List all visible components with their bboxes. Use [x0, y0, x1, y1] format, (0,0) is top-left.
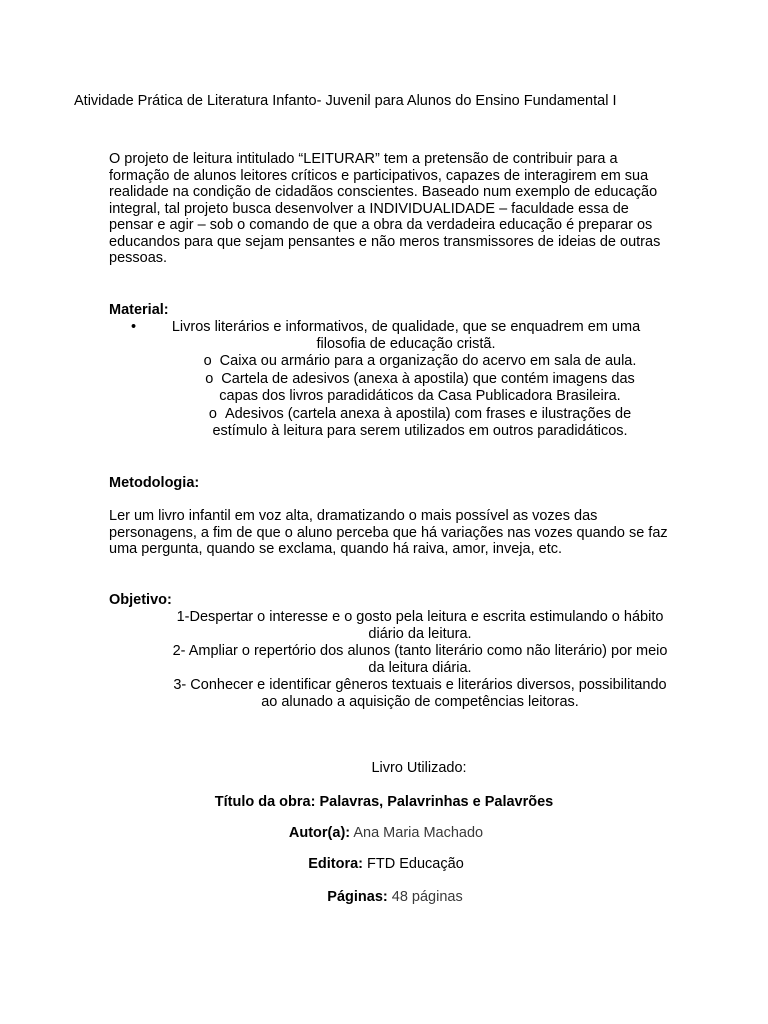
book-title-label: Título da obra: — [214, 794, 316, 810]
book-pages-value: 48 páginas — [391, 889, 463, 905]
objective-heading: Objetivo: — [109, 592, 172, 608]
material-sub-item-text: Cartela de adesivos (anexa à apostila) que contém imagens das — [221, 371, 635, 387]
book-publisher-label: Editora: — [308, 856, 364, 872]
methodology-paragraph: Ler um livro infantil em voz alta, dramatizando o mais possível as vozes das personagens, a fim de que o aluno perceba que há variações nas vozes quando se faz uma pergunta, quando se exclama, quando há raiva, amor, inveja, etc. — [109, 508, 668, 557]
objective-item: 2- Ampliar o repertório dos alunos (tanto literário como não literário) por meio da leitura diária. — [172, 643, 668, 676]
material-sub-item — [120, 406, 720, 439]
book-author-line — [136, 824, 636, 842]
objective-item: 3- Conhecer e identificar gêneros textuais e literários diversos, possibilitando ao alunado a aquisição de competências leitoras. — [173, 677, 667, 710]
material-sub-item — [120, 371, 720, 404]
methodology-heading: Metodologia: — [109, 475, 200, 491]
material-sub-item-text: Caixa ou armário para a organização do acervo em sala de aula. — [219, 353, 637, 369]
material-sub-item-continuation: estímulo à leitura para serem utilizados em outros paradidáticos. — [212, 422, 628, 439]
material-sub-item — [120, 353, 720, 370]
book-title-value: Palavras, Palavrinhas e Palavrões — [319, 794, 554, 810]
page-title: Atividade Prática de Literatura Infanto- Juvenil para Alunos do Ensino Fundamental I — [74, 93, 617, 109]
intro-paragraph: O projeto de leitura intitulado “LEITURAR” tem a pretensão de contribuir para a formação de alunos leitores críticos e participativos, capazes de interagirem em sua realidade na condição de cidadãos conscientes. Baseado num exemplo de educação integral, tal projeto busca desenvolver a INDIVIDUALIDADE – faculdade essa de pensar e agir – sob o comando de que a obra da verdadeira educação é preparar os educandos para que sejam pensantes e não meros transmissores de ideias de outras pessoas. — [109, 151, 661, 266]
material-sub-item-continuation: capas dos livros paradidáticos da Casa Publicadora Brasileira. — [219, 387, 621, 404]
circle-marker-icon: o — [205, 371, 214, 387]
book-author-label: Autor(a): — [288, 825, 351, 841]
book-pages-label: Páginas: — [327, 889, 388, 905]
book-title-line — [100, 793, 668, 811]
book-publisher-value: FTD Educação — [367, 856, 464, 872]
book-author-value: Ana Maria Machado — [353, 825, 484, 841]
material-bullet-text: Livros literários e informativos, de qualidade, que se enquadrem em uma filosofia de educação cristã. — [171, 319, 641, 352]
circle-marker-icon: o — [208, 406, 217, 422]
material-heading: Material: — [109, 302, 169, 318]
circle-marker-icon: o — [203, 353, 212, 369]
book-pages-line — [150, 888, 640, 906]
book-heading: Livro Utilizado: — [371, 760, 467, 776]
material-bullet-item — [131, 319, 671, 352]
book-publisher-line — [136, 855, 636, 873]
objective-item: 1-Despertar o interesse e o gosto pela leitura e escrita estimulando o hábito diário da leitura. — [176, 609, 664, 642]
bullet-icon: • — [131, 319, 137, 335]
material-sub-item-text: Adesivos (cartela anexa à apostila) com frases e ilustrações de — [224, 406, 632, 422]
